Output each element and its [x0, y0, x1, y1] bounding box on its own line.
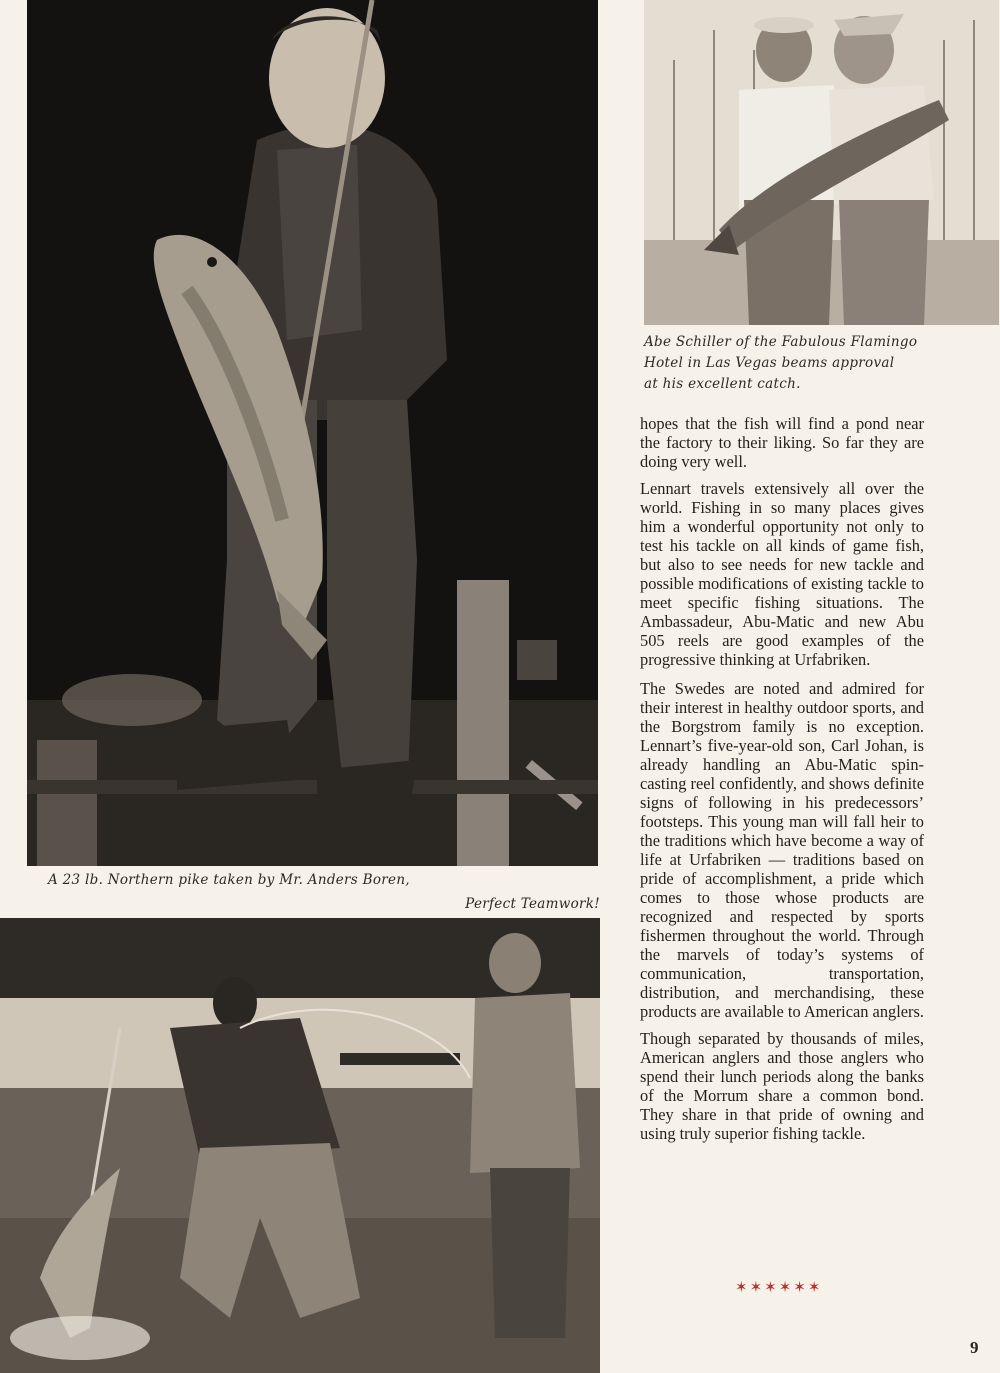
pike-catch-photo [27, 0, 598, 866]
end-mark-stars: ✶✶✶✶✶✶ [735, 1278, 823, 1296]
river-teamwork-photo [0, 918, 600, 1373]
pike-caption: A 23 lb. Northern pike taken by Mr. Anders Boren, [48, 872, 410, 888]
caption-line: Hotel in Las Vegas beams approval [644, 355, 895, 371]
two-anglers-photo-art [644, 0, 999, 325]
article-paragraph: The Swedes are noted and admired for their interest in healthy outdoor sports, and the Borgstrom family is no exception. Lennart’s five-year-old son, Carl Johan, is already handling an Abu-Matic spin-casting reel confidently, and shows definite signs of following in his predecessors’ footsteps. This young man will fall heir to the traditions which have become a way of life at Urfabriken — traditions based on pride of accomplishment, a pride which comes to those whose products are recognized and respected by sports fishermen throughout the world. Through the marvels of today’s systems of communication, transportation, distribution, and merchandising, these products are available to American anglers. [640, 679, 924, 1021]
teamwork-caption: Perfect Teamwork! [465, 896, 600, 912]
pike-catch-photo-art [27, 0, 598, 866]
article-paragraph: Though separated by thousands of miles, American anglers and those anglers who spend their lunch periods along the banks of the Morrum share a common bond. They share in that pride of owning and using truly superior fishing tackle. [640, 1029, 924, 1143]
page-number: 9 [970, 1338, 979, 1357]
river-teamwork-photo-art [0, 918, 600, 1373]
article-body [640, 414, 924, 1151]
flamingo-caption [644, 332, 964, 395]
caption-line: at his excellent catch. [644, 376, 801, 392]
two-anglers-photo [644, 0, 999, 325]
caption-line: Abe Schiller of the Fabulous Flamingo [644, 334, 918, 350]
article-paragraph: hopes that the fish will find a pond near the factory to their liking. So far they are doing very well. [640, 414, 924, 471]
article-paragraph: Lennart travels extensively all over the world. Fishing in so many places gives him a wonderful opportunity not only to test his tackle on all kinds of game fish, but also to see needs for new tackle and possible modifications of existing tackle to meet specific fishing situations. The Ambassadeur, Abu-Matic and new Abu 505 reels are good examples of the progressive thinking at Urfabriken. [640, 479, 924, 669]
